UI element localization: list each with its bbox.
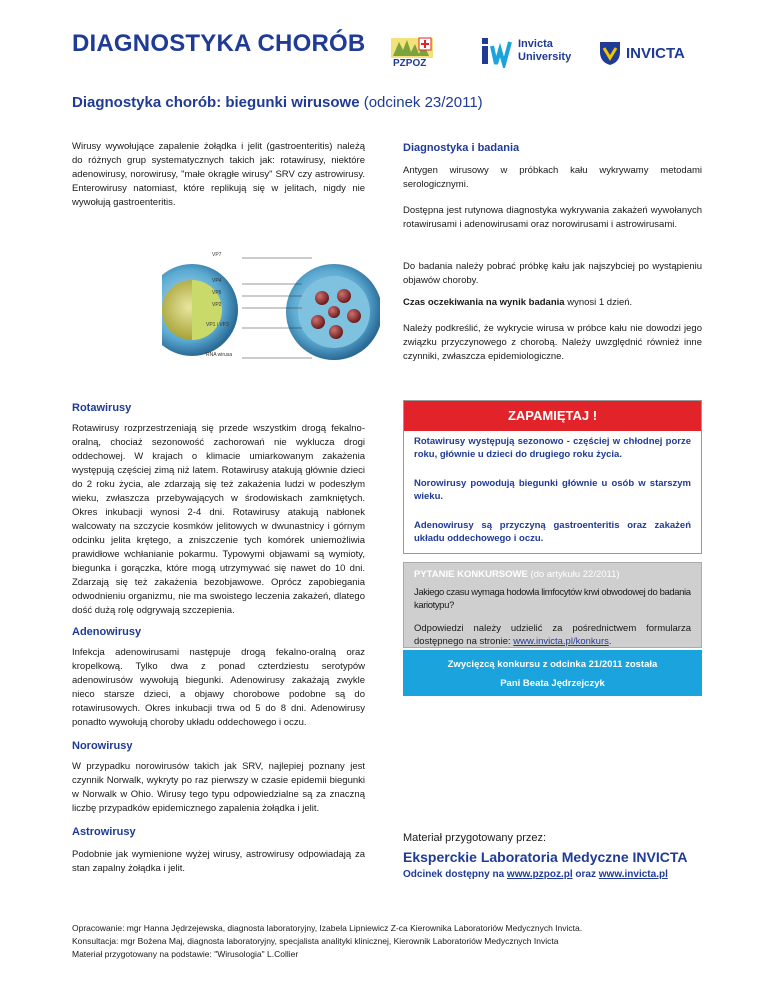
rotavirus-image xyxy=(162,240,380,380)
footer-line-consultation: Konsultacja: mgr Bożena Maj, diagnosta laboratoryjny, specjalista analityki klinicznej, Kierownik Laboratoriów Medycznych Invicta xyxy=(72,936,559,946)
pzpoz-logo xyxy=(385,36,439,72)
footer-line-authors: Opracowanie: mgr Hanna Jędrzejewska, diagnosta laboratoryjny, Izabela Lipniewicz Z-ca Kierownika Laboratoriów Medycznych Invicta. xyxy=(72,923,583,933)
rotavirus-illustration xyxy=(162,240,380,380)
footer-line-source: Materiał przygotowany na podstawie: "Wirusologia" L.Collier xyxy=(72,949,299,959)
astrowirusy-paragraph: Podobnie jak wymienione wyżej wirusy, astrowirusy odpowiadają za stan zapalny żołądka i jelit. xyxy=(72,849,365,874)
invicta-shield-icon xyxy=(598,40,622,66)
iu-logo-line1: Invicta xyxy=(518,38,553,50)
diagnostyka-paragraph-2: Dostępna jest rutynowa diagnostyka wykrywania zakażeń wywołanych rotawirusami i adenowirusami oraz norowirusami i astrowirusami. xyxy=(403,205,702,230)
contest-link[interactable]: www.invicta.pl/konkurs xyxy=(513,636,609,647)
iu-logo-icon xyxy=(480,36,514,68)
pzpoz-link[interactable]: www.pzpoz.pl xyxy=(506,869,573,880)
iu-logo-line2: University xyxy=(518,51,572,63)
remember-heading: ZAPAMIĘTAJ ! xyxy=(404,401,701,431)
virus-label-vp2: VP2 xyxy=(212,302,222,308)
remember-item-rotawirusy: Rotawirusy występują sezonowo - częściej w chłodnej porze roku, głównie u dzieci do drugiego roku życia. xyxy=(414,436,691,460)
waiting-time-label: Czas oczekiwania na wynik badania xyxy=(403,297,565,308)
contest-answer-text: Odpowiedzi należy udzielić za pośrednictwem formularza dostępnego na stronie: xyxy=(414,623,691,647)
virus-label-vp1-vp3: VP1 i VP3 xyxy=(206,322,229,328)
contest-box xyxy=(403,562,702,648)
virus-label-vp7: VP7 xyxy=(212,252,222,258)
remember-item-norowirusy: Norowirusy powodują biegunki głównie u osób w starszym wieku. xyxy=(414,478,691,502)
article-subtitle xyxy=(72,94,483,111)
invicta-logo-text: INVICTA xyxy=(626,45,685,62)
diagnostyka-paragraph-1: Antygen wirusowy w próbkach kału wykrywamy metodami serologicznymi. xyxy=(403,165,702,190)
virus-label-rna: RNA wirusa xyxy=(206,352,233,358)
contest-heading-title: PYTANIE KONKURSOWE xyxy=(414,569,528,580)
adenowirusy-paragraph: Infekcja adenowirusami następuje drogą fekalno-oralną oraz kropelkową. Tylko dwa z ponad czterdziestu serotypów adenowirusów wywołują biegunki. Adenowirusy zakażają zwykle nieco starsze dzieci, a objawy chorobowe podobne są do rotawirusowych. Okres inkubacji trwa od 5 do 8 dni. Adenowirusy ponadto wywołują choroby układu oddechowego i oczu. xyxy=(72,647,365,728)
invicta-logo xyxy=(598,40,708,66)
article-subtitle-episode: (odcinek 23/2011) xyxy=(359,94,483,111)
contest-answer-end: . xyxy=(608,636,612,647)
diagnostyka-paragraph-5: Należy podkreślić, że wykrycie wirusa w próbce kału nie dowodzi jego związku przyczynowego z chorobą. Należy uwzględnić również inne czynniki, zwłaszcza epidemiologiczne. xyxy=(403,323,702,362)
contest-heading-note: (do artykułu 22/2011) xyxy=(527,569,620,580)
winner-line-1: Zwycięzcą konkursu z odcinka 21/2011 została xyxy=(447,659,658,670)
adenowirusy-heading: Adenowirusy xyxy=(72,626,142,638)
contest-answer-info xyxy=(404,612,701,648)
diagnostyka-heading: Diagnostyka i badania xyxy=(403,142,520,154)
contest-question: Jakiego czasu wymaga hodowla limfocytów krwi obwodowej do badania kariotypu? xyxy=(414,587,691,611)
remember-box xyxy=(403,400,702,554)
contest-heading xyxy=(404,563,701,580)
winner-box xyxy=(403,650,702,696)
diagnostyka-paragraph-3: Do badania należy pobrać próbkę kału jak najszybciej po wystąpieniu objawów choroby. xyxy=(403,261,702,286)
intro-paragraph: Wirusy wywołujące zapalenie żołądka i jelit (gastroenteritis) należą do różnych grup systematycznych takich jak: rotawirusy, niektóre adenowirusy, norowirusy, "małe okrągłe wirusy" SRV czy astrowirusy. Enterowirusy natomiast, które replikują się w jelitach, nigdy nie wywołują gastroenteritis. xyxy=(72,141,365,208)
article-subtitle-bold: Diagnostyka chorób: biegunki wirusowe xyxy=(72,94,360,111)
prepared-by-label: Materiał przygotowany przez: xyxy=(403,832,547,844)
winner-name: Pani Beata Jędrzejczyk xyxy=(500,678,605,689)
virus-label-vp6: VP6 xyxy=(212,290,222,296)
episode-availability xyxy=(403,869,668,880)
episode-and: oraz xyxy=(572,869,599,880)
episode-availability-text: Odcinek dostępny na xyxy=(403,869,507,880)
prepared-by-lab: Eksperckie Laboratoria Medyczne INVICTA xyxy=(403,849,688,865)
remember-item-adenowirusy: Adenowirusy są przyczyną gastroenteritis oraz zakażeń układu oddechowego i oczu. xyxy=(414,520,691,544)
pzpoz-logo-text: PZPOZ xyxy=(393,58,427,69)
virus-label-vp4: VP4 xyxy=(212,278,222,284)
invicta-university-logo xyxy=(480,34,580,70)
page-title: DIAGNOSTYKA CHORÓB xyxy=(72,30,366,57)
rotawirusy-heading: Rotawirusy xyxy=(72,402,132,414)
norowirusy-paragraph: W przypadku norowirusów takich jak SRV, najlepiej poznany jest czynnik Norwalk, wykryty po raz pierwszy w czasie epidemii biegunki w Norwalk w Ohio. Wirusy tego typu odpowiedzialne są za znaczną liczbę przypadków epidemicznego zapalenia żołądka i jelit. xyxy=(72,761,365,814)
footer-credits xyxy=(72,922,712,961)
diagnostyka-paragraph-4 xyxy=(403,296,702,310)
norowirusy-heading: Norowirusy xyxy=(72,740,133,752)
invicta-link[interactable]: www.invicta.pl xyxy=(598,869,668,880)
astrowirusy-heading: Astrowirusy xyxy=(72,826,136,838)
rotawirusy-paragraph: Rotawirusy rozprzestrzeniają się przede wszystkim drogą fekalno-oralną, chociaż sezonowość zachorowań nie wyklucza drogi oddechowej. W krajach o klimacie umiarkowanym zakażenia występują częściej zimą niż latem. Rotawirusy atakują głównie dzieci do 2 roku życia, ale zdarzają się też zakażenia ludzi w podeszłym wieku, zwłaszcza przebywających w środowiskach zamkniętych. Okres inkubacji wynosi 2-4 dni. Rotawirusy atakują nabłonek walcowaty na szczycie kosmków jelitowych w dwunastnicy i górnym odcinku jelita krętego, a zniszczenie tych komórek uniemożliwia prawidłowe wchłanianie pokarmu. Typowymi objawami są wymioty, biegunka i gorączka, które mogą utrzymywać się nawet do 10 dni. Zdarzają się też zakażenia bezobjawowe. Oprócz zapobiegania odwodnieniu organizmu, nie ma swoistego leczenia zakażeń, dlatego dość dużą rolę odgrywają szczepienia. xyxy=(72,423,365,616)
waiting-time-value: wynosi 1 dzień. xyxy=(564,297,633,308)
